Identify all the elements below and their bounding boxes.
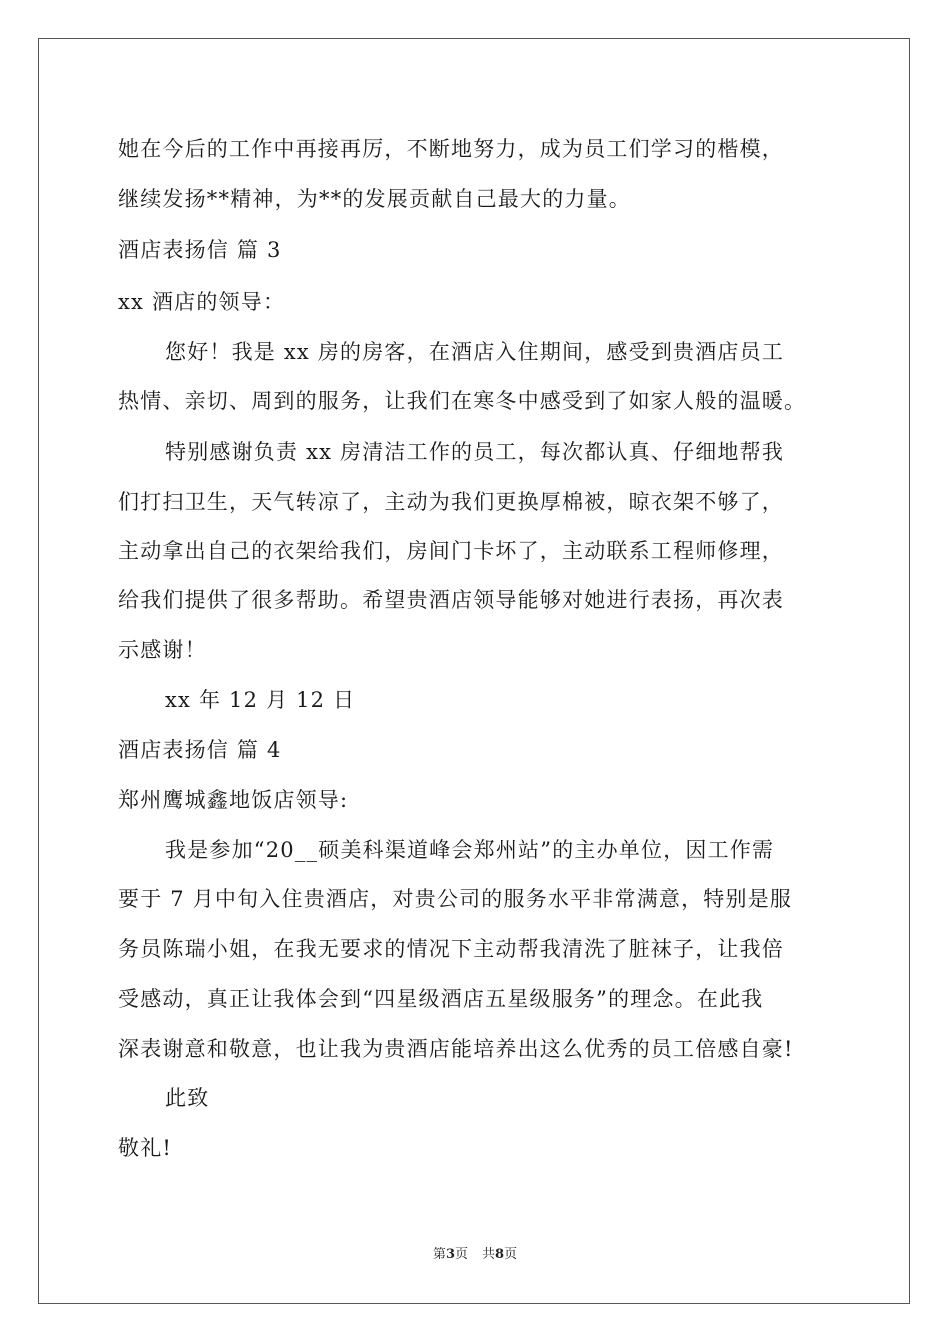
body-line-13: 受感动，真正让我体会到“四星级酒店五星级服务”的理念。在此我 bbox=[118, 987, 764, 1011]
body-line-4: 热情、亲切、周到的服务，让我们在寒冬中感受到了如家人般的温暖。 bbox=[118, 389, 807, 413]
section-heading-3: 酒店表扬信 篇 3 bbox=[118, 238, 282, 262]
page-total: 8 bbox=[495, 1247, 505, 1262]
body-line-1: 她在今后的工作中再接再厉，不断地努力，成为员工们学习的楷模， bbox=[118, 137, 784, 161]
body-line-14: 深表谢意和敬意，也让我为贵酒店能培养出这么优秀的员工倍感自豪! bbox=[118, 1037, 794, 1061]
closing-line: 此致 bbox=[165, 1086, 210, 1110]
page-suffix: 页 bbox=[454, 1247, 468, 1262]
page-border bbox=[38, 38, 910, 1304]
body-line-8: 给我们提供了很多帮助。希望贵酒店领导能够对她进行表扬，再次表 bbox=[118, 588, 784, 612]
regards-line: 敬礼! bbox=[118, 1136, 173, 1160]
body-line-10: 我是参加“20__硕美科渠道峰会郑州站”的主办单位，因工作需 bbox=[165, 838, 775, 862]
body-line-12: 务员陈瑞小姐，在我无要求的情况下主动帮我清洗了脏袜子，让我倍 bbox=[118, 937, 784, 961]
total-suffix: 页 bbox=[504, 1247, 518, 1262]
section-heading-4: 酒店表扬信 篇 4 bbox=[118, 738, 282, 762]
page-footer bbox=[0, 1247, 950, 1263]
salutation-line: xx 酒店的领导： bbox=[118, 290, 286, 314]
body-line-2: 继续发扬**精神，为**的发展贡献自己最大的力量。 bbox=[118, 187, 631, 211]
body-line-3: 您好！我是 xx 房的房客，在酒店入住期间，感受到贵酒店员工 bbox=[165, 340, 785, 364]
date-line: xx 年 12 月 12 日 bbox=[165, 688, 356, 712]
body-line-9: 示感谢！ bbox=[118, 638, 207, 662]
body-line-7: 主动拿出自己的衣架给我们，房间门卡坏了，主动联系工程师修理， bbox=[118, 539, 784, 563]
total-prefix: 共 bbox=[482, 1247, 496, 1262]
page-prefix: 第 bbox=[432, 1247, 446, 1262]
page-current: 3 bbox=[445, 1247, 455, 1262]
salutation-line-2: 郑州鹰城鑫地饭店领导: bbox=[118, 788, 349, 812]
body-line-11: 要于 7 月中旬入住贵酒店，对贵公司的服务水平非常满意，特别是服 bbox=[118, 887, 793, 911]
body-line-5: 特别感谢负责 xx 房清洁工作的员工，每次都认真、仔细地帮我 bbox=[165, 440, 785, 464]
body-line-6: 们打扫卫生，天气转凉了，主动为我们更换厚棉被，晾衣架不够了， bbox=[118, 490, 784, 514]
